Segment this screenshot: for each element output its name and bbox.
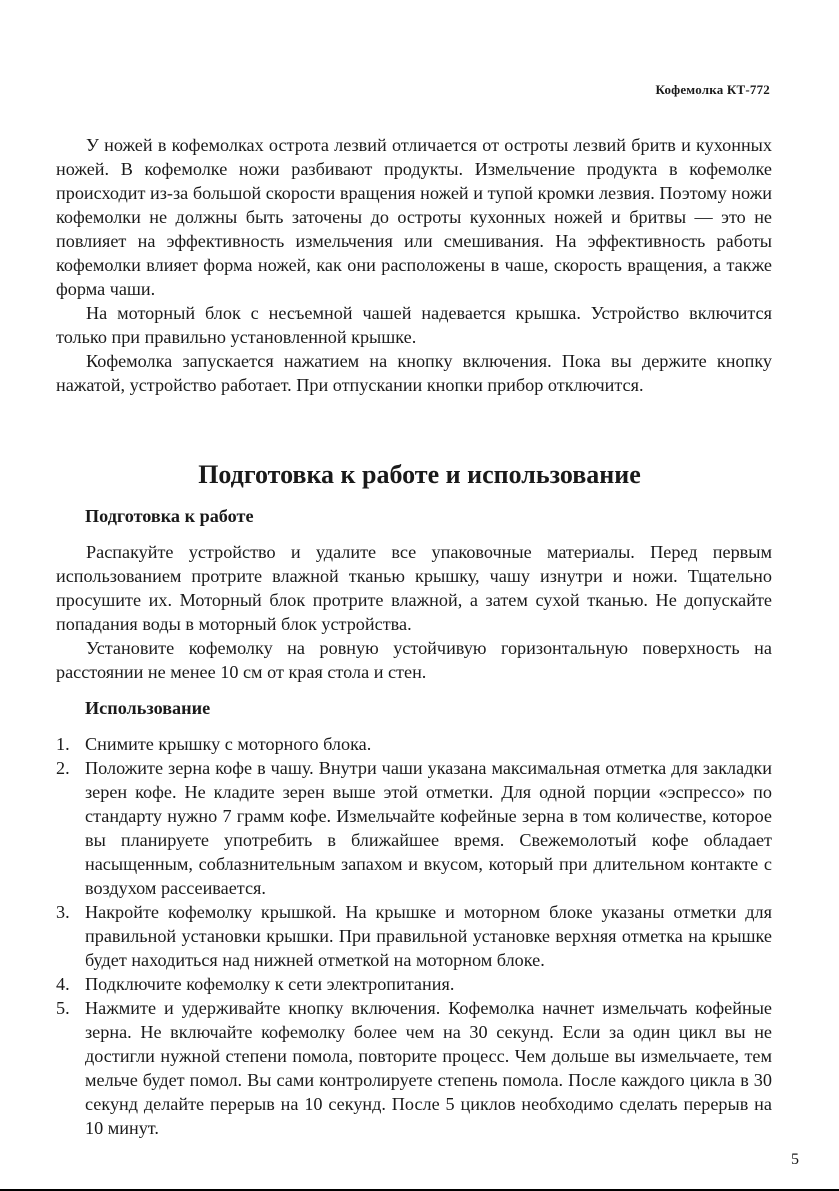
list-number: 3.	[56, 902, 70, 922]
preparation-section	[56, 540, 772, 684]
list-item-text: Нажмите и удерживайте кнопку включения. Кофемолка начнет измельчать кофейные зерна. Не включайте кофемолку более чем на 30 секунд. Если за один цикл вы не достигли нужной степени помола, повторите процесс. Чем дольше вы измельчаете, тем мельче будет помол. Вы сами контролируете степень помола. После каждого цикла в 30 секунд делайте перерыв на 10 секунд. После 5 циклов необходимо сделать перерыв на 10 минут.	[85, 998, 772, 1138]
list-item	[56, 900, 772, 972]
subsection-title-usage: Использование	[85, 698, 211, 718]
list-item-text: Положите зерна кофе в чашу. Внутри чаши указана максимальная отметка для закладки зерен кофе. Не кладите зерен выше этой отметки. Для одной порции «эспрессо» по стандарту нужно 7 грамм кофе. Измельчайте кофейные зерна в том количестве, которое вы планируете употребить в ближайшее время. Свежемолотый кофе обладает насыщенным, соблазнительным запахом и вкусом, который при длительном контакте с воздухом рассеивается.	[85, 758, 772, 898]
list-item-text: Подключите кофемолку к сети электропитания.	[85, 974, 455, 994]
page-number: 5	[791, 1151, 799, 1168]
list-item-text: Накройте кофемолку крышкой. На крышке и моторном блоке указаны отметки для правильной установки крышки. При правильной установке верхняя отметка на крышке будет находиться над нижней отметкой на моторном блоке.	[85, 902, 772, 970]
paragraph: На моторный блок с несъемной чашей надевается крышка. Устройство включится только при правильно установленной крышке.	[56, 303, 772, 347]
list-item-text: Снимите крышку с моторного блока.	[85, 734, 372, 754]
list-item	[56, 972, 772, 996]
list-number: 1.	[56, 734, 70, 754]
list-number: 2.	[56, 758, 70, 778]
paragraph: Установите кофемолку на ровную устойчивую горизонтальную поверхность на расстоянии не менее 10 см от края стола и стен.	[56, 638, 772, 682]
list-item	[56, 756, 772, 900]
intro-section	[56, 133, 772, 397]
paragraph: Распакуйте устройство и удалите все упаковочные материалы. Перед первым использованием протрите влажной тканью крышку, чашу изнутри и ножи. Тщательно просушите их. Моторный блок протрите влажной, а затем сухой тканью. Не допускайте попадания воды в моторный блок устройства.	[56, 542, 772, 634]
usage-steps-list	[56, 732, 772, 1140]
running-header: Кофемолка КТ-772	[655, 82, 770, 97]
section-title: Подготовка к работе и использование	[198, 460, 641, 489]
subsection-title-preparation: Подготовка к работе	[85, 506, 254, 526]
list-item	[56, 732, 772, 756]
list-item	[56, 996, 772, 1140]
list-number: 5.	[56, 998, 70, 1018]
paragraph: У ножей в кофемолках острота лезвий отличается от остроты лезвий бритв и кухонных ножей. В кофемолке ножи разбивают продукты. Измельчение продукта в кофемолке происходит из-за большой скорости вращения ножей и тупой кромки лезвия. Поэтому ножи кофемолки не должны быть заточены до остроты кухонных ножей и бритвы — это не повлияет на эффективность измельчения или смешивания. На эффективность работы кофемолки влияет форма ножей, как они расположены в чаше, скорость вращения, а также форма чаши.	[56, 135, 772, 299]
paragraph: Кофемолка запускается нажатием на кнопку включения. Пока вы держите кнопку нажатой, устройство работает. При отпускании кнопки прибор отключится.	[56, 351, 772, 395]
list-number: 4.	[56, 974, 70, 994]
